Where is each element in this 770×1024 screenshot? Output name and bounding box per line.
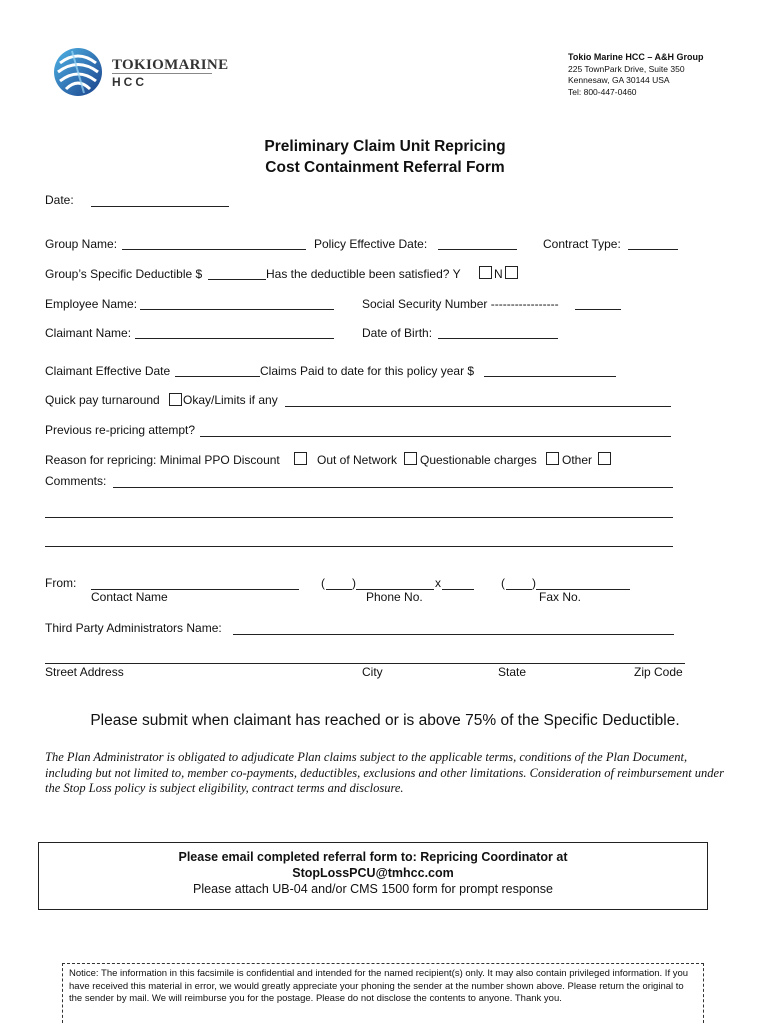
contract-type-label: Contract Type: [543, 237, 621, 251]
attach-instruction: Please attach UB-04 and/or CMS 1500 form for prompt response [193, 882, 553, 896]
state-caption: State [498, 665, 527, 679]
fax-no-caption: Fax No. [539, 590, 582, 604]
deductible-satisfied-label: Has the deductible been satisfied? Y [266, 267, 461, 281]
out-of-network-label: Out of Network [317, 453, 398, 467]
dob-field[interactable] [438, 338, 558, 339]
group-name-field[interactable] [122, 249, 306, 250]
ssn-field[interactable] [575, 309, 621, 310]
fax-paren-open: ( [501, 576, 505, 590]
address-line2: Kennesaw, GA 30144 USA [568, 75, 670, 85]
employee-name-field[interactable] [140, 309, 334, 310]
email-instruction-line1: Please email completed referral form to: Repricing Coordinator at [178, 850, 568, 864]
date-label: Date: [45, 193, 74, 207]
other-checkbox[interactable] [598, 452, 611, 465]
phone-paren-open: ( [321, 576, 325, 590]
comments-label: Comments: [45, 474, 107, 488]
minimal-ppo-checkbox[interactable] [294, 452, 307, 465]
form-title-line2: Cost Containment Referral Form [265, 159, 505, 176]
zip-code-caption: Zip Code [634, 665, 683, 679]
claimant-effective-date-label: Claimant Effective Date [45, 364, 171, 378]
contract-type-field[interactable] [628, 249, 678, 250]
quick-pay-checkbox[interactable] [169, 393, 182, 406]
group-deductible-label: Group’s Specific Deductible $ [45, 267, 203, 281]
brand-sub: HCC [112, 75, 147, 89]
policy-effective-date-label: Policy Effective Date: [314, 237, 428, 251]
confidentiality-notice: Notice: The information in this facsimile is confidential and intended for the named recipient(s) only. It may also contain privileged information. If you have received this material in error, we would greatly appreciate your phoning the sender at the number shown above. Please return the original to the sender by mail. We will reimburse you for the postage. Please do not disclose the contents to anyone. Thank you. [62, 963, 704, 1023]
other-label: Other [562, 453, 593, 467]
tpa-name-field[interactable] [233, 634, 674, 635]
fax-paren-close: ) [532, 576, 536, 590]
questionable-charges-checkbox[interactable] [546, 452, 559, 465]
okay-limits-label: Okay/Limits if any [183, 393, 278, 407]
form-title-line1: Preliminary Claim Unit Repricing [264, 138, 506, 155]
submit-note: Please submit when claimant has reached or is above 75% of the Specific Deductible. [90, 712, 680, 729]
brand-divider [112, 73, 212, 74]
previous-repricing-label: Previous re-pricing attempt? [45, 423, 196, 437]
quick-pay-label: Quick pay turnaround [45, 393, 160, 407]
comments-field-line2[interactable] [45, 517, 673, 518]
tpa-name-label: Third Party Administrators Name: [45, 621, 222, 635]
group-name-label: Group Name: [45, 237, 118, 251]
phone-area-code-field[interactable] [326, 589, 352, 590]
previous-repricing-field[interactable] [200, 436, 671, 437]
tpa-address-field[interactable] [45, 663, 685, 664]
deductible-no-checkbox[interactable] [505, 266, 518, 279]
from-label: From: [45, 576, 77, 590]
fax-area-code-field[interactable] [506, 589, 532, 590]
plan-administrator-disclaimer: The Plan Administrator is obligated to adjudicate Plan claims subject to the applicable terms, conditions of the Plan Document, including but not limited to, member co-payments, deductibles, exclusions and other limitations. Consideration of reimbursement under the Stop Loss policy is subject eligibility, contract terms and disclosure. [45, 750, 724, 795]
questionable-charges-label: Questionable charges [420, 453, 537, 467]
deductible-yes-checkbox[interactable] [479, 266, 492, 279]
phone-ext-x: x [435, 576, 441, 590]
comments-field-line3[interactable] [45, 546, 673, 547]
date-field[interactable] [91, 206, 229, 207]
policy-effective-date-field[interactable] [438, 249, 517, 250]
out-of-network-checkbox[interactable] [404, 452, 417, 465]
street-address-caption: Street Address [45, 665, 124, 679]
reason-repricing-label: Reason for repricing: Minimal PPO Discount [45, 453, 280, 467]
brand-name: TOKIOMARINE [112, 57, 229, 73]
dob-label: Date of Birth: [362, 326, 433, 340]
phone-paren-close: ) [352, 576, 356, 590]
claimant-name-field[interactable] [135, 338, 334, 339]
comments-field-line1[interactable] [113, 487, 673, 488]
group-deductible-field[interactable] [208, 279, 266, 280]
employee-name-label: Employee Name: [45, 297, 138, 311]
contact-name-caption: Contact Name [91, 590, 168, 604]
phone-ext-field[interactable] [442, 589, 474, 590]
address-line1: 225 TownPark Drive, Suite 350 [568, 63, 685, 74]
claimant-name-label: Claimant Name: [45, 326, 132, 340]
okay-limits-field[interactable] [285, 406, 671, 407]
deductible-no-label: N [494, 267, 503, 281]
email-instructions-box [38, 842, 708, 910]
ssn-label: Social Security Number ----------------- [362, 297, 559, 311]
claims-paid-field[interactable] [484, 376, 616, 377]
email-address[interactable]: StopLossPCU@tmhcc.com [292, 866, 454, 880]
city-caption: City [362, 665, 383, 679]
address-phone: Tel: 800-447-0460 [568, 86, 637, 97]
phone-no-caption: Phone No. [366, 590, 423, 604]
address-company: Tokio Marine HCC – A&H Group [568, 52, 704, 62]
claims-paid-label: Claims Paid to date for this policy year $ [260, 364, 475, 378]
claimant-effective-date-field[interactable] [175, 376, 260, 377]
company-address [568, 52, 704, 98]
